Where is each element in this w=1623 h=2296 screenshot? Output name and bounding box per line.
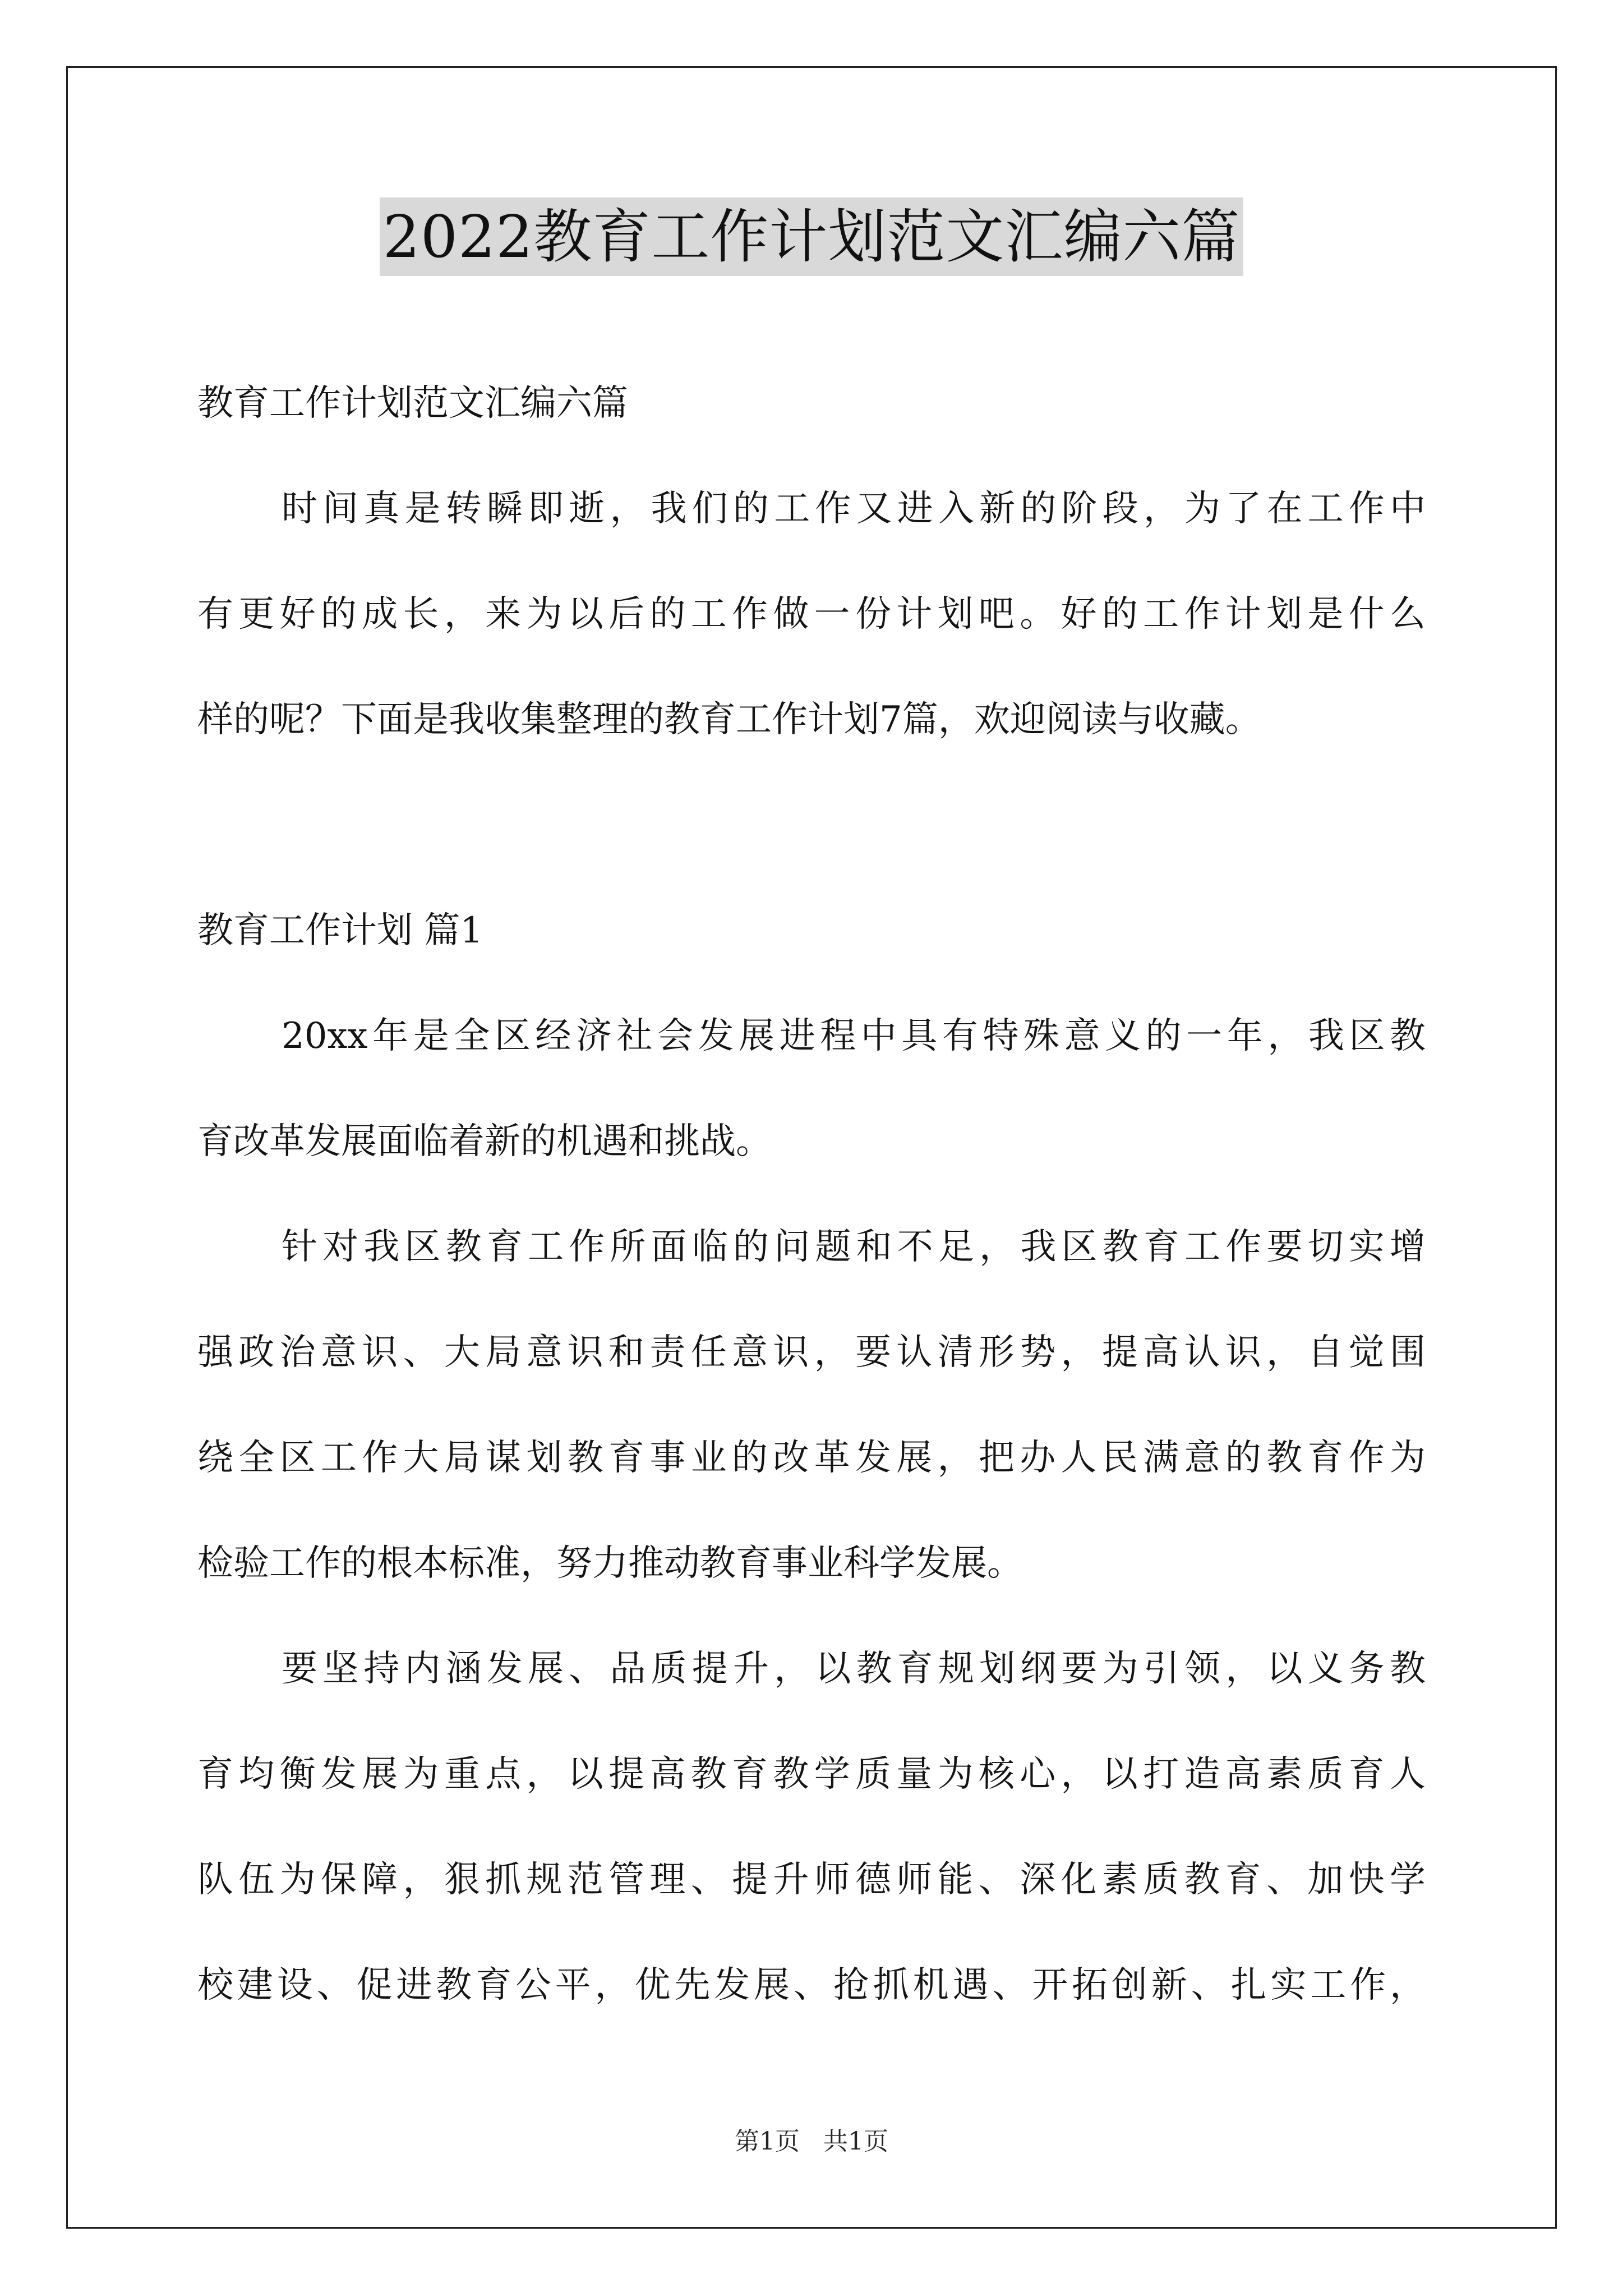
page-number-total: 共1页: [823, 2127, 888, 2156]
section-paragraph: [197, 1194, 1426, 1616]
paragraph-line: 20xx年是全区经济社会发展进程中具有特殊意义的一年，我区教: [282, 1015, 1426, 1057]
blank-line: [197, 772, 1426, 878]
paragraph-line: 有更好的成长，来为以后的工作做一份计划吧。好的工作计划是什么: [197, 593, 1426, 635]
section-paragraph: [197, 1616, 1426, 2038]
paragraph-line: 强政治意识、大局意识和责任意识，要认清形势，提高认识，自觉围: [197, 1332, 1426, 1373]
paragraph-line: 绕全区工作大局谋划教育事业的改革发展，把办人民满意的教育作为: [197, 1437, 1426, 1479]
paragraph-line: 校建设、促进教育公平，优先发展、抢抓机遇、开拓创新、扎实工作，: [197, 1964, 1426, 2006]
paragraph-line: 时间真是转瞬即逝，我们的工作又进入新的阶段，为了在工作中: [282, 488, 1426, 530]
document-body: [197, 351, 1426, 2038]
page-number-current: 第1页: [735, 2127, 800, 2156]
document-title: 2022教育工作计划范文汇编六篇: [380, 197, 1244, 276]
document-subtitle: 教育工作计划范文汇编六篇: [197, 383, 628, 424]
intro-paragraph: [197, 456, 1426, 772]
paragraph-line: 育均衡发展为重点，以提高教育教学质量为核心，以打造高素质育人: [197, 1754, 1426, 1795]
paragraph-line: 检验工作的根本标准，努力推动教育事业科学发展。: [197, 1543, 1023, 1584]
page-footer: [0, 2125, 1623, 2159]
paragraph-line: 针对我区教育工作所面临的问题和不足，我区教育工作要切实增: [282, 1226, 1426, 1268]
section-heading: 教育工作计划 篇1: [197, 910, 483, 951]
paragraph-line: 样的呢？下面是我收集整理的教育工作计划7篇，欢迎阅读与收藏。: [197, 699, 1261, 740]
paragraph-line: 队伍为保障，狠抓规范管理、提升师德师能、深化素质教育、加快学: [197, 1859, 1426, 1901]
paragraph-line: 要坚持内涵发展、品质提升，以教育规划纲要为引领，以义务教: [282, 1648, 1426, 1690]
section-paragraph: [197, 983, 1426, 1194]
paragraph-line: 育改革发展面临着新的机遇和挑战。: [197, 1121, 772, 1162]
title-container: [0, 197, 1623, 276]
